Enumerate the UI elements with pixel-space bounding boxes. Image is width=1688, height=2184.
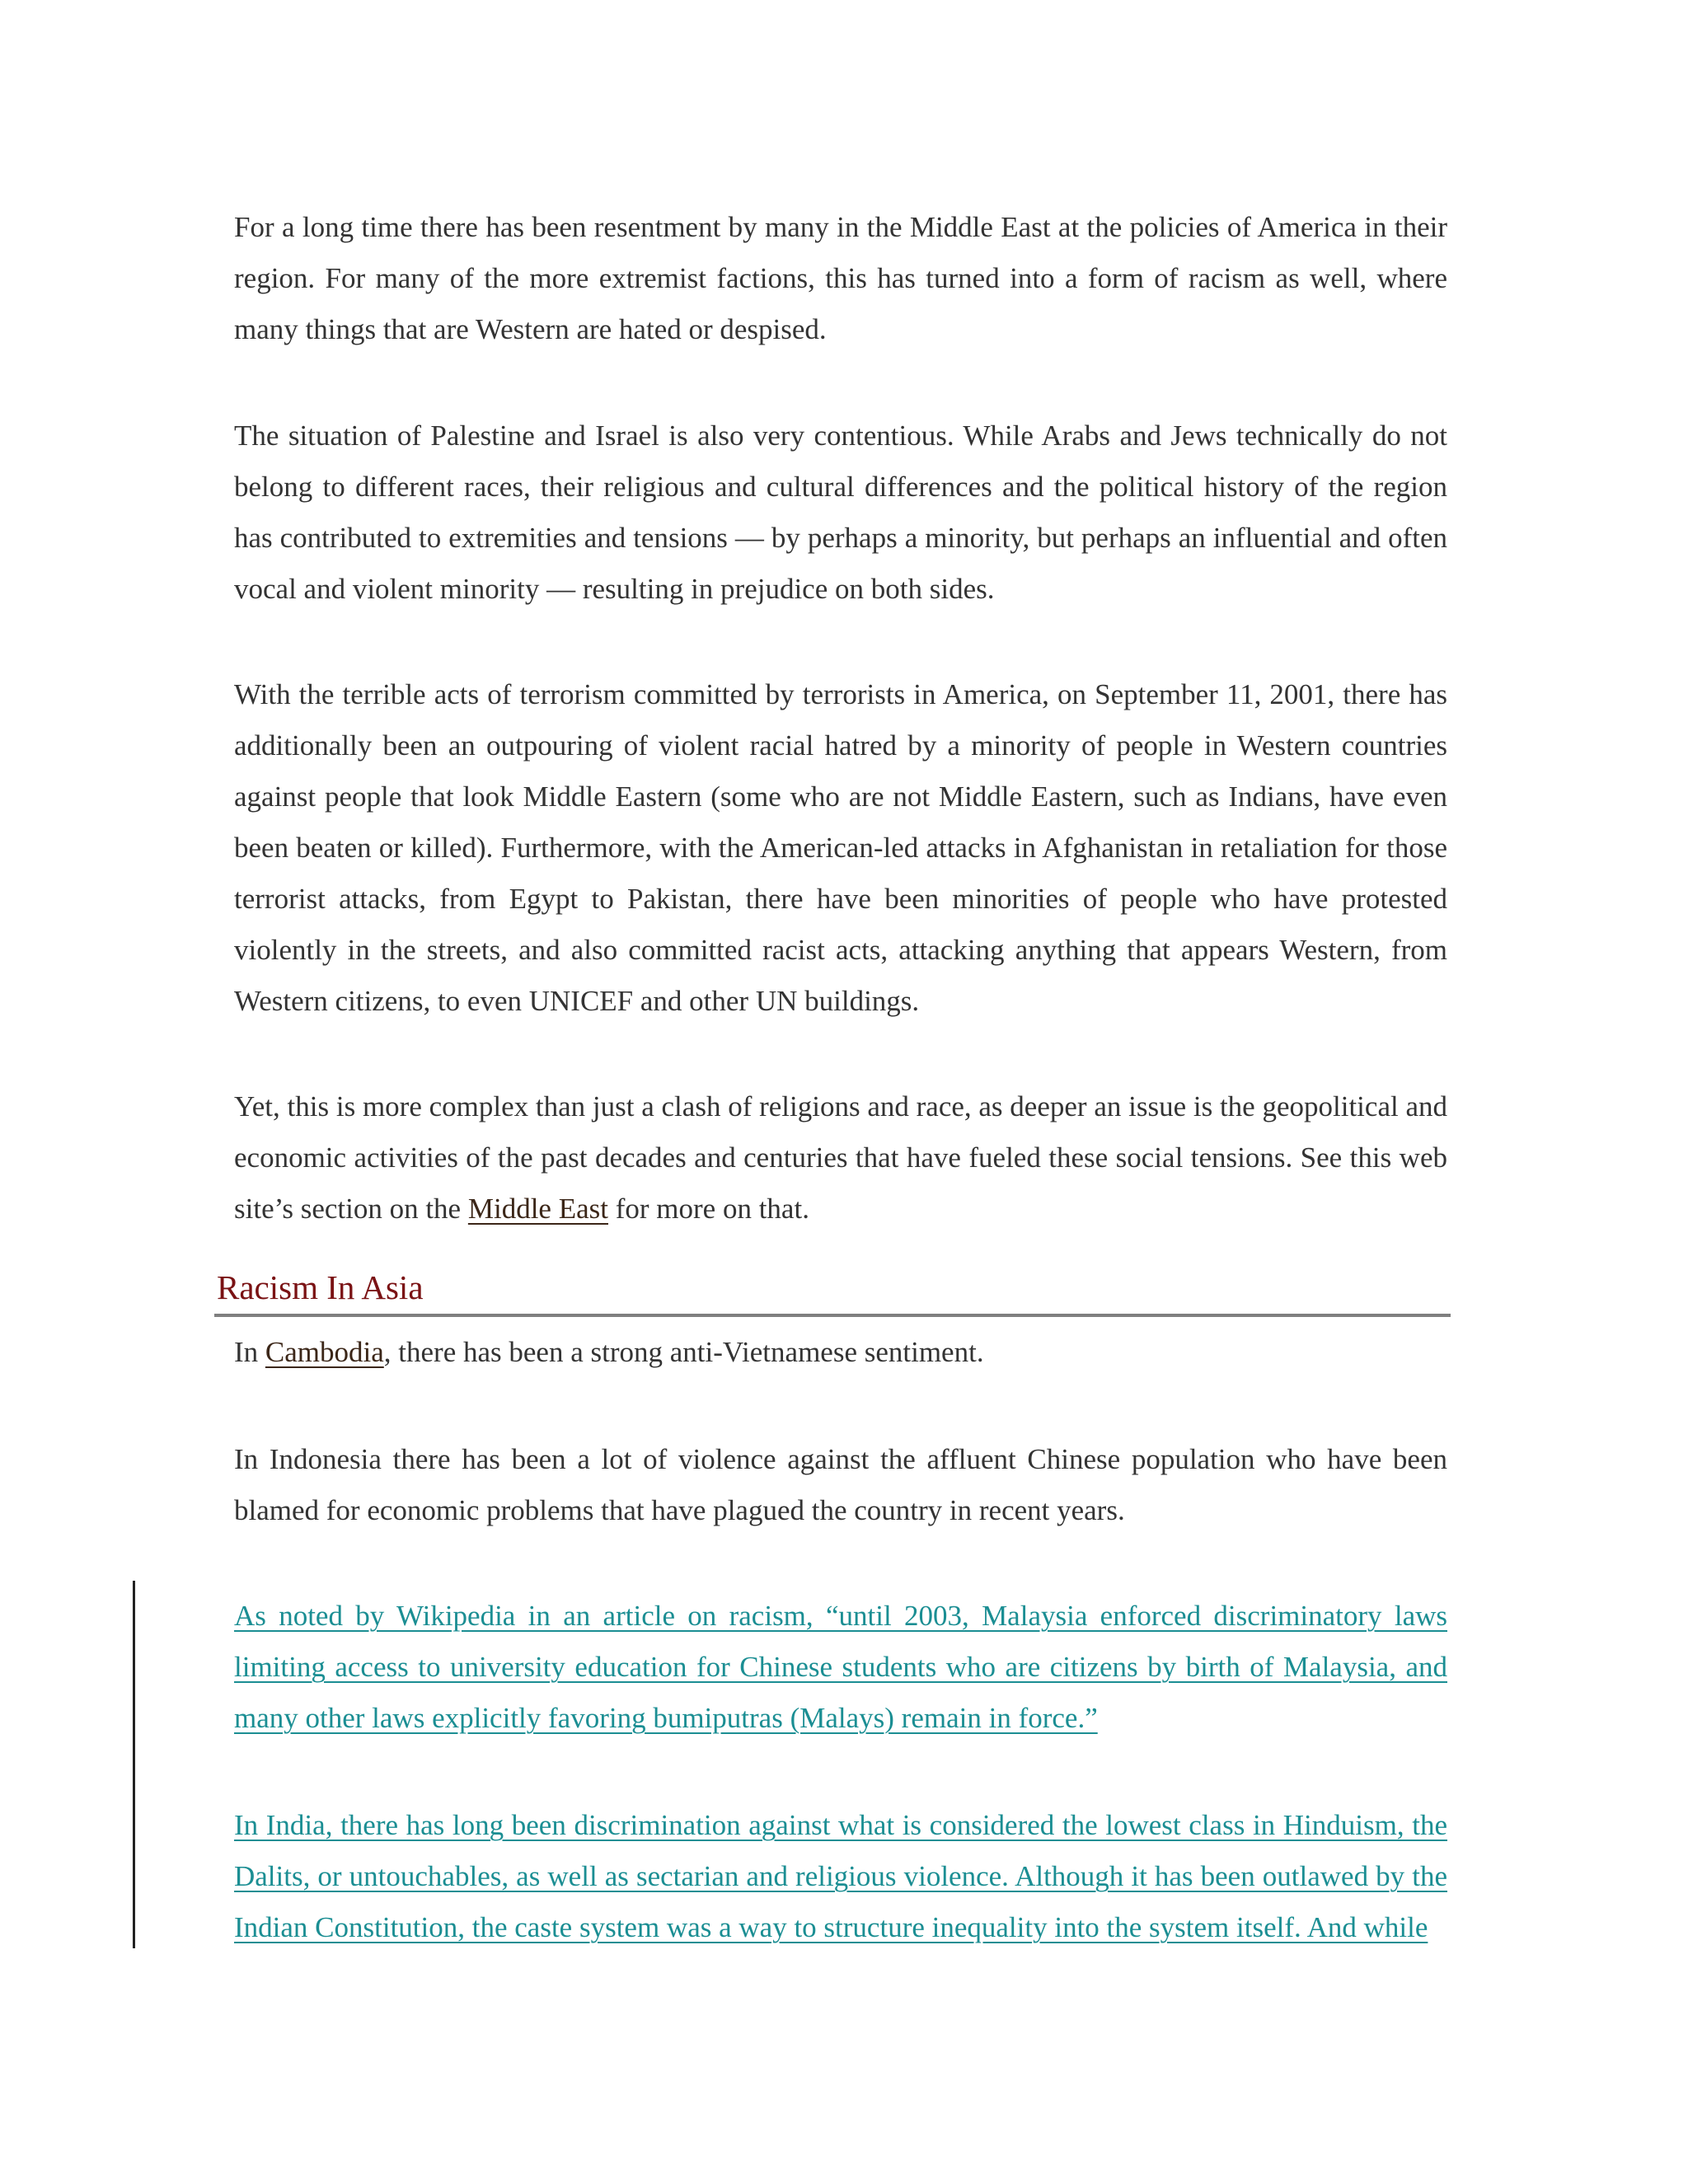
tracked-insertion: As noted by Wikipedia in an article on racism, “until 2003, Malaysia enforced discriminatory laws limiting access to university education for Chinese students who are citizens by birth of Malaysia, and many other laws explicitly favoring bumiputras (Malays) remain in force.” — [234, 1600, 1447, 1734]
paragraph-cambodia — [234, 1327, 1447, 1378]
paragraph-malaysia — [234, 1591, 1447, 1744]
section-divider — [214, 1314, 1451, 1317]
tracked-insertion: In India, there has long been discrimination against what is considered the lowest class in Hinduism, the Dalits, or untouchables, as well as sectarian and religious violence. Although it has been outlawed by the Indian Constitution, the caste system was a way to structure inequality into the system itself. And while — [234, 1809, 1447, 1943]
paragraph-middle-east-resentment: For a long time there has been resentment by many in the Middle East at the policies of America in their region. For many of the more extremist factions, this has turned into a form of racism as well, where many things that are Western are hated or despised. — [234, 211, 1447, 345]
middle-east-link[interactable]: Middle East — [467, 1193, 608, 1225]
paragraph-september-11: With the terrible acts of terrorism committed by terrorists in America, on September 11, 2001, there has additionally been an outpouring of violent racial hatred by a minority of people in Western countries against people that look Middle Eastern (some who are not Middle Eastern, such as Indians, have even been beaten or killed). Furthermore, with the American-led attacks in Afghanistan in retaliation for those terrorist attacks, from Egypt to Pakistan, there have been minorities of people who have protested violently in the streets, and also committed racist acts, attacking anything that appears Western, from Western citizens, to even UNICEF and other UN buildings. — [234, 678, 1447, 1017]
paragraph-text: In — [234, 1336, 265, 1368]
paragraph-indonesia: In Indonesia there has been a lot of violence against the affluent Chinese population who have been blamed for economic problems that have plagued the country in recent years. — [234, 1443, 1447, 1526]
section-heading: Racism In Asia — [217, 1268, 424, 1306]
cambodia-link[interactable]: Cambodia — [265, 1336, 384, 1368]
change-bar — [133, 1581, 135, 1948]
paragraph-text: Yet, this is more complex than just a clash of religions and race, as deeper an issue is the geopolitical and economic activities of the past decades and centuries that have fueled these social tensions. See this web site’s section on the — [234, 1090, 1447, 1225]
paragraph-text: for more on that. — [607, 1193, 809, 1225]
paragraph-geopolitical — [234, 1081, 1447, 1235]
paragraph-text: , there has been a strong anti-Vietnamese sentiment. — [383, 1336, 984, 1368]
paragraph-palestine-israel: The situation of Palestine and Israel is also very contentious. While Arabs and Jews technically do not belong to different races, their religious and cultural differences and the political history of the region has contributed to extremities and tensions — by perhaps a minority, but perhaps an influential and often vocal and violent minority — resulting in prejudice on both sides. — [234, 419, 1447, 605]
paragraph-india — [234, 1800, 1447, 1953]
